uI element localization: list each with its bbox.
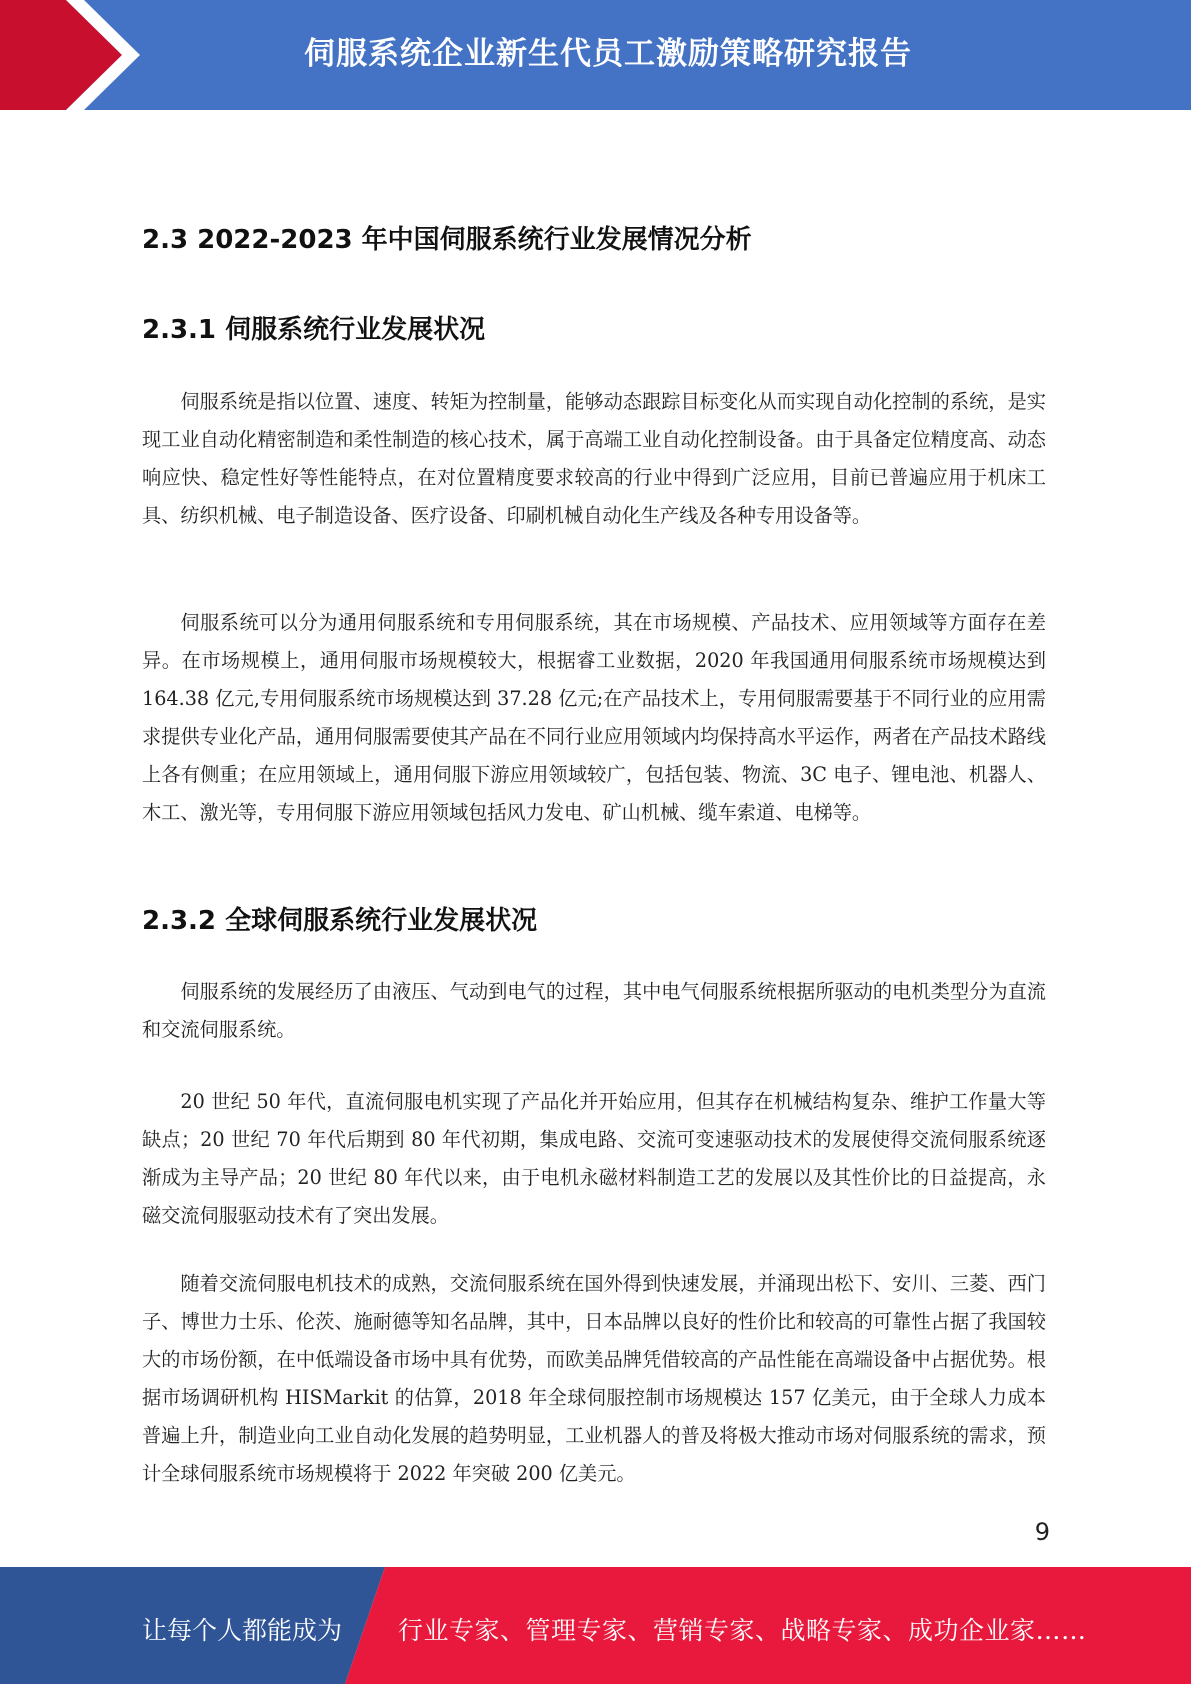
- footer-slogan-right: 行业专家、管理专家、营销专家、战略专家、成功企业家……: [398, 1616, 1087, 1645]
- footer-slogan-left: 让每个人都能成为: [142, 1616, 343, 1645]
- report-title: 伺服系统企业新生代员工激励策略研究报告: [304, 36, 912, 72]
- paragraph: 伺服系统是指以位置、速度、转矩为控制量，能够动态跟踪目标变化从而实现自动化控制的系统，是实现工业自动化精密制造和柔性制造的核心技术，属于高端工业自动化控制设备。由于具备定位精度高、动态响应快、稳定性好等性能特点，在对位置精度要求较高的行业中得到广泛应用，目前已普遍应用于机床工具、纺织机械、电子制造设备、医疗设备、印刷机械自动化生产线及各种专用设备等。: [142, 390, 1046, 527]
- paragraph: 20 世纪 50 年代，直流伺服电机实现了产品化并开始应用，但其存在机械结构复杂、维护工作量大等缺点；20 世纪 70 年代后期到 80 年代初期，集成电路、交流可变速驱动技术的发展使得交流伺服系统逐渐成为主导产品；20 世纪 80 年代以来，由于电机永磁材料制造工艺的发展以及其性价比的日益提高，永磁交流伺服驱动技术有了突出发展。: [142, 1090, 1046, 1227]
- section-2-3-1-heading: 2.3.1 伺服系统行业发展状况: [142, 315, 486, 345]
- page-header: [0, 0, 1191, 110]
- page-number: 9: [1034, 1518, 1050, 1546]
- paragraph: 伺服系统可以分为通用伺服系统和专用伺服系统，其在市场规模、产品技术、应用领域等方面存在差异。在市场规模上，通用伺服市场规模较大，根据睿工业数据，2020 年我国通用伺服系统市场规模达到 164.38 亿元,专用伺服系统市场规模达到 37.28 亿元;在产品技术上，专用伺服需要基于不同行业的应用需求提供专业化产品，通用伺服需要使其产品在不同行业应用领域内均保持高水平运作，两者在产品技术路线上各有侧重；在应用领域上，通用伺服下游应用领域较广，包括包装、物流、3C 电子、锂电池、机器人、木工、激光等，专用伺服下游应用领域包括风力发电、矿山机械、缆车索道、电梯等。: [142, 611, 1046, 824]
- paragraph: 随着交流伺服电机技术的成熟，交流伺服系统在国外得到快速发展，并涌现出松下、安川、三菱、西门子、博世力士乐、伦茨、施耐德等知名品牌，其中，日本品牌以良好的性价比和较高的可靠性占据了我国较大的市场份额，在中低端设备市场中具有优势，而欧美品牌凭借较高的产品性能在高端设备中占据优势。根据市场调研机构 HISMarkit 的估算，2018 年全球伺服控制市场规模达 157 亿美元，由于全球人力成本普遍上升，制造业向工业自动化发展的趋势明显，工业机器人的普及将极大推动市场对伺服系统的需求，预计全球伺服系统市场规模将于 2022 年突破 200 亿美元。: [142, 1272, 1046, 1485]
- section-2-3-2-heading: 2.3.2 全球伺服系统行业发展状况: [142, 906, 538, 936]
- page-footer: [0, 1567, 1191, 1684]
- paragraph: 伺服系统的发展经历了由液压、气动到电气的过程，其中电气伺服系统根据所驱动的电机类型分为直流和交流伺服系统。: [142, 980, 1046, 1041]
- section-2-3-heading: 2.3 2022-2023 年中国伺服系统行业发展情况分析: [142, 225, 752, 255]
